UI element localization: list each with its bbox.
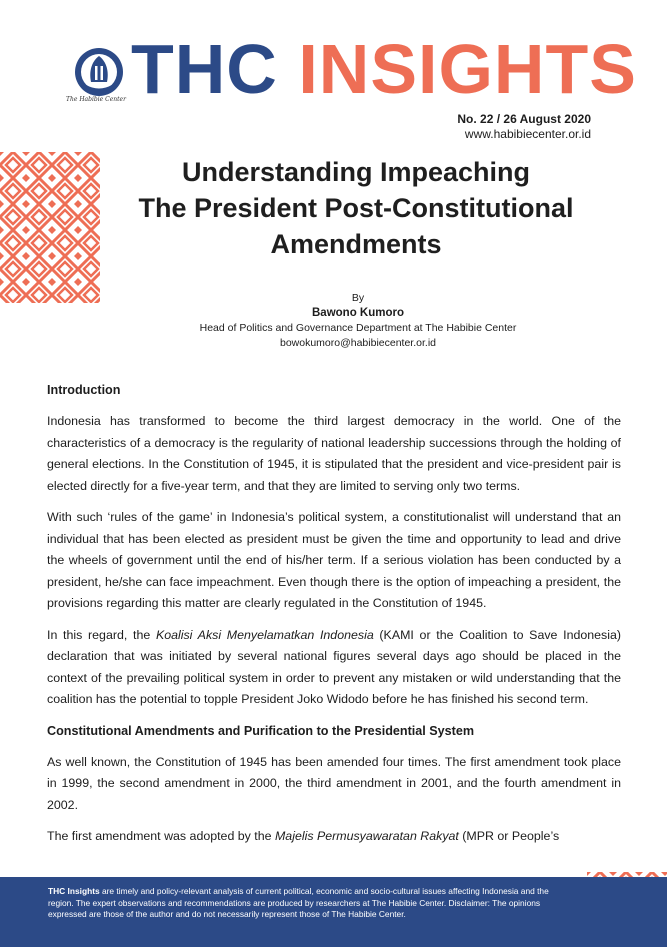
paragraph-5-italic: Majelis Permusyawaratan Rakyat [274,829,459,843]
paragraph-3-italic: Koalisi Aksi Menyelamatkan Indonesia [155,627,374,642]
paragraph-3-rest: (KAMI or the Coalition to Save Indonesia) declaration that was initiated by several national figures several days ago should be placed in the context of the prevailing political system in order to prevent any mistaken or wild understanding that the coalition has the potential to topple President Joko Widodo before he has finished his second term. [47,627,621,706]
paragraph-5-lead: The first amendment was adopted by the [47,829,275,843]
byline [150,291,566,351]
habibie-center-logo [73,46,125,98]
issue-info [457,112,591,142]
paragraph-3-lead: In this regard, the [47,627,156,642]
section-heading-introduction: Introduction [47,383,121,397]
paragraph-1: Indonesia has transformed to become the third largest democracy in the world. One of the characteristics of a democracy is the regularity of national leadership successions through the holding of general elections. In the Constitution of 1945, it is stipulated that the president and vice-president pair is elected directly for a five-year term, and that they are limited to serving only two terms. [47,414,621,493]
footer-text: are timely and policy-relevant analysis of current political, economic and socio-cultural issues affecting Indonesia and the region. The expert observations and recommendations are produced by researchers at The Habibie Center. Disclaimer: The opinions expressed are those of the author and do not necessarily represent those of The Habibie Center. [48,886,549,919]
masthead-primary: THC [131,30,278,108]
website-link[interactable]: www.habibiecenter.or.id [464,127,591,141]
footer-brand: THC Insights [48,886,100,896]
author-position: Head of Politics and Governance Department at The Habibie Center [199,322,517,334]
section-heading-amendments: Constitutional Amendments and Purification to the Presidential System [47,723,475,738]
paragraph-3 [47,625,621,711]
paragraph-5 [47,826,621,848]
title-line-2: The President Post-Constitutional [138,193,574,223]
footer-disclaimer [48,886,576,921]
title-line-1: Understanding Impeaching [181,157,531,187]
title-line-3: Amendments [270,229,442,259]
masthead-accent: INSIGHTS [298,30,637,108]
paragraph-5-rest: (MPR or People’s [458,829,560,843]
paragraph-2: With such ‘rules of the game’ in Indonesia’s political system, a constitutionalist will understand that an individual that has been elected as president must be given the time and opportunity to lead and drive the wheels of government until the end of his/her term. If a serious violation has been conducted by a president, he/she can face impeachment. Even though there is the option of impeaching a president, the provisions regarding this matter are clearly regulated in the Constitution of 1945. [47,510,621,610]
author-name: Bawono Kumoro [312,307,404,319]
article-body [47,380,621,858]
logo-caption: The Habibie Center [66,96,126,103]
author-email[interactable]: bowokumoro@habibiecenter.or.id [279,337,436,349]
decorative-pattern-left [0,152,100,303]
document-title [110,154,602,262]
byline-by: By [351,292,365,304]
masthead [131,30,637,108]
issue-number: No. 22 / 26 August 2020 [457,112,591,126]
paragraph-4: As well known, the Constitution of 1945 has been amended four times. The first amendment took place in 1999, the second amendment in 2000, the third amendment in 2001, and the fourth amendment in 2002. [47,754,621,812]
